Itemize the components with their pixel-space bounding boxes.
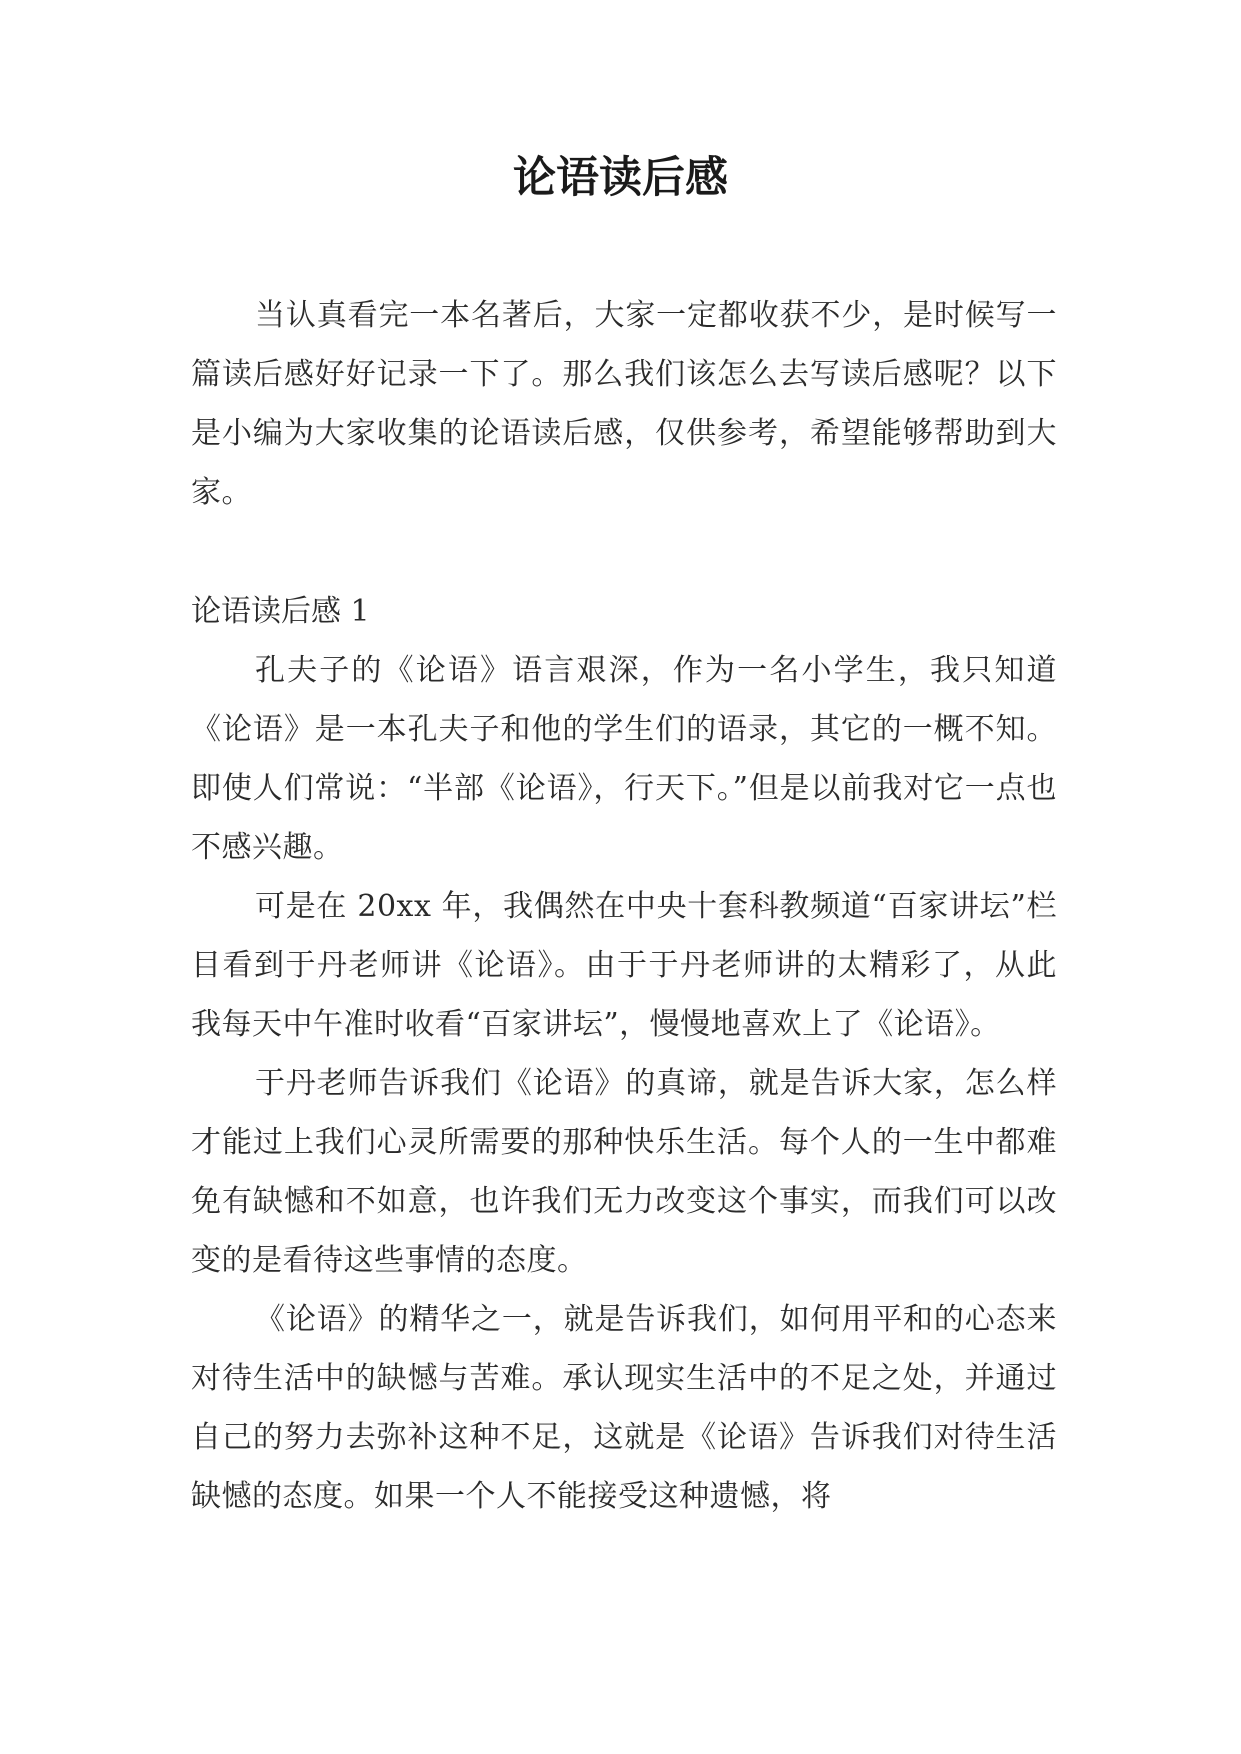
body-paragraph-3: 于丹老师告诉我们《论语》的真谛，就是告诉大家，怎么样才能过上我们心灵所需要的那种快乐生活。每个人的一生中都难免有缺憾和不如意，也许我们无力改变这个事实，而我们可以改变的是看待这些事情的态度。: [191, 1066, 1057, 1278]
body-paragraph-4: 《论语》的精华之一，就是告诉我们，如何用平和的心态来对待生活中的缺憾与苦难。承认现实生活中的不足之处，并通过自己的努力去弥补这种不足，这就是《论语》告诉我们对待生活缺憾的态度。如果一个人不能接受这种遗憾，将: [191, 1302, 1057, 1514]
section-spacer: [191, 522, 1057, 582]
section-heading: 论语读后感 1: [191, 594, 370, 629]
body-paragraph-2: 可是在 20xx 年，我偶然在中央十套科教频道“百家讲坛”栏目看到于丹老师讲《论语》。由于于丹老师讲的太精彩了，从此我每天中午准时收看“百家讲坛”，慢慢地喜欢上了《论语》。: [191, 889, 1057, 1042]
document-body: [191, 286, 1057, 1526]
body-paragraph-1: 孔夫子的《论语》语言艰深，作为一名小学生，我只知道《论语》是一本孔夫子和他的学生们的语录，其它的一概不知。即使人们常说：“半部《论语》，行天下。”但是以前我对它一点也不感兴趣。: [191, 653, 1057, 865]
document-title: 论语读后感: [513, 153, 728, 203]
intro-paragraph: 当认真看完一本名著后，大家一定都收获不少，是时候写一篇读后感好好记录一下了。那么我们该怎么去写读后感呢？以下是小编为大家收集的论语读后感，仅供参考，希望能够帮助到大家。: [191, 298, 1057, 510]
